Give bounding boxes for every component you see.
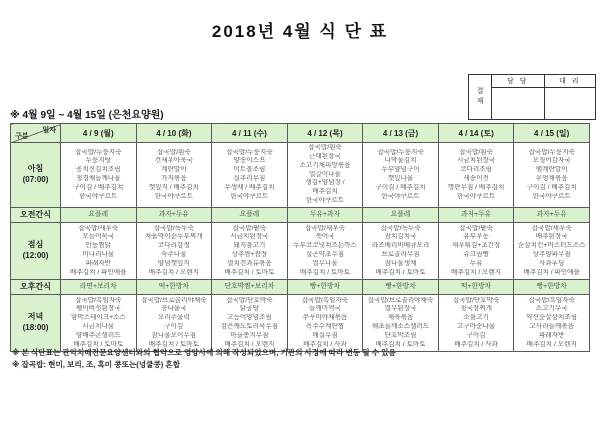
menu-item: 돼지불고기 <box>233 242 266 250</box>
menu-item: 매실무침 <box>312 331 338 339</box>
menu-item: 시금치나물 <box>82 323 115 330</box>
menu-item: 배추김치 / 오렌지 <box>451 268 502 276</box>
menu-item: 배추김치 / 오렌지 <box>148 268 199 276</box>
menu-item: 햄계란말이 <box>535 166 568 174</box>
menu-item: 시금치된장국 <box>456 157 496 165</box>
menu-item: 잡곡밥/새우죽 <box>531 224 572 232</box>
day-header: 4 / 11 (수) <box>212 124 288 143</box>
menu-item: 실추리무침 <box>233 175 266 182</box>
menu-item: 시금치된장국 <box>230 233 269 241</box>
menu-item: 파래자반 <box>538 331 565 339</box>
menu-item: 잡곡밥/누룽지죽 <box>226 148 273 156</box>
menu-item: 한국야쿠르트 <box>305 196 345 204</box>
menu-cell <box>287 143 363 208</box>
menu-item: 잡곡밥/단호박죽 <box>226 296 273 304</box>
menu-item: 약선순살삼치조림 <box>526 314 578 322</box>
menu-item: 순살치킨+머스터드소스 <box>517 242 586 250</box>
menu-item: 잡곡밥/새우죽 <box>304 224 345 232</box>
menu-item: 우엉채볶음 <box>535 175 568 182</box>
menu-item: 잡곡밥/팥죽 <box>459 224 493 232</box>
menu-item: 북어국 <box>315 233 335 241</box>
footnotes <box>12 347 396 371</box>
menu-item: 단호박조림 <box>384 331 417 339</box>
menu-item: 배추김치 / 토마토 <box>224 268 275 276</box>
menu-item: 상추양파무침 <box>532 251 571 258</box>
menu-row-pm-snack <box>11 280 590 295</box>
menu-item: 배추김치 <box>312 188 338 196</box>
menu-item: 배추된장국 <box>535 233 568 241</box>
menu-cell <box>514 295 590 352</box>
menu-cell <box>287 223 363 280</box>
menu-item: 안동찜닭 <box>85 242 112 250</box>
menu-item: 배추김치 / 오렌지 <box>224 340 275 348</box>
menu-item: 잡곡밥/새우죽 <box>78 224 119 232</box>
row-label-am-snack: 오전간식 <box>11 208 61 223</box>
menu-item: 청국장찌개 <box>460 305 493 313</box>
footnote-grain-mix: ※ 잡곡밥: 현미, 보리, 조, 흑미 콩또는(넝쿨콩) 혼합 <box>12 359 181 369</box>
menu-item: 열무된장국 <box>384 305 417 313</box>
menu-item: 잡곡밥/팥죽 <box>232 224 267 232</box>
menu-item: 멸치견과류볶음 <box>227 259 272 267</box>
menu-cell <box>363 143 439 208</box>
menu-item: 마늘쫑지무침 <box>230 331 269 339</box>
menu-row-am-snack <box>11 208 590 223</box>
approval-signature-cell-manager <box>492 88 544 119</box>
day-header: 4 / 13 (금) <box>363 124 439 143</box>
menu-item: 쭈꾸미야채볶음 <box>302 314 348 322</box>
menu-item: 배추김치 / 파인애플 <box>523 268 580 276</box>
menu-item: 잡곡밥/누룽지죽 <box>528 148 575 156</box>
menu-item: 한국야쿠르트 <box>154 192 193 200</box>
row-label-breakfast: 아침 (07:00) <box>11 143 61 208</box>
snack-cell: 빵+한방차 <box>514 280 590 295</box>
menu-item: 건새우아욱국 <box>154 157 193 165</box>
menu-item: 소불고기 <box>463 314 489 322</box>
footnote-agreement: ※ 본 식단표는 관악치매전문요양센터와의 협약으로 영양사에 의해 작성되었으며, 기관의 사정에 따라 변동 될 수 있음 <box>12 348 396 357</box>
menu-item: 검은깨도토리묵무침 <box>220 323 279 330</box>
page-title: 2018년 4월 식 단 표 <box>211 22 389 41</box>
menu-table-body <box>11 143 590 352</box>
menu-item: 잡곡밥/누룽지죽 <box>75 148 122 156</box>
menu-item: 꽁치신김치조림 <box>75 166 121 174</box>
menu-item: 참나물생채 <box>384 259 417 267</box>
menu-item: 청경채들깨나물 <box>75 175 121 182</box>
snack-cell: 요플레 <box>61 208 137 223</box>
menu-item: 팽이버섯된장국 <box>75 305 121 313</box>
menu-item: 한국야쿠르트 <box>381 192 420 200</box>
snack-cell: 떡+한방차 <box>438 280 514 295</box>
menu-item: 잡곡밥/흑임자죽 <box>75 296 122 304</box>
menu-item: 참나물오이무침 <box>151 331 197 339</box>
menu-row-lunch <box>11 223 590 280</box>
snack-cell: 단호박찜+보리차 <box>212 280 288 295</box>
snack-cell: 떡+한방차 <box>136 280 212 295</box>
menu-cell <box>212 223 288 280</box>
menu-item: 차돌박이순두부찌개 <box>145 233 203 241</box>
menu-item: 유부우동 <box>463 233 489 241</box>
menu-item: 브로콜리무침 <box>381 251 420 258</box>
menu-item: 코다리강정 <box>157 242 190 250</box>
menu-item: 깻잎지 / 배추김치 <box>148 183 199 191</box>
menu-item: 잡곡밥/누룽지죽 <box>377 148 424 156</box>
menu-cell <box>61 223 137 280</box>
menu-item: 미트볼조림 <box>233 166 266 174</box>
menu-item: 두부코코넛치즈돈까스 <box>293 242 357 250</box>
menu-item: 생김+양념장 / <box>305 179 345 187</box>
menu-item: 나박물김치 <box>384 157 417 165</box>
menu-item: 잡곡밥/녹두죽 <box>153 224 194 232</box>
menu-item: 구이김 / 배추김치 <box>526 183 577 191</box>
menu-item: 한국야쿠르트 <box>456 192 496 200</box>
row-label-lunch: 점심 (12:00) <box>11 223 61 280</box>
menu-item: 숙주나물 <box>161 251 187 258</box>
menu-item: 잡곡밥/흑임자죽 <box>301 296 349 304</box>
approval-label: 결재 <box>476 87 484 105</box>
menu-item: 배추김치 / 토마토 <box>375 268 426 276</box>
menu-item: 잡곡밥/단호박죽 <box>452 296 500 304</box>
menu-item: 잡곡밥/브로콜리야채죽 <box>141 296 207 304</box>
snack-cell: 요플레 <box>212 208 288 223</box>
menu-cell <box>136 143 212 208</box>
menu-item: 잡곡밥/브로콜리야채죽 <box>367 296 434 304</box>
menu-item: 미나리나물 <box>82 251 115 258</box>
menu-item: 잡곡밥/흰죽 <box>157 148 191 156</box>
snack-cell: 라면+보리차 <box>61 280 137 295</box>
menu-item: 모듬어묵국 <box>82 233 115 241</box>
approval-box <box>468 74 596 120</box>
menu-item: 참치김치국 <box>384 233 417 241</box>
menu-item: 코다리조림 <box>460 166 493 174</box>
menu-item: 잡곡밥/흰죽 <box>308 144 342 152</box>
menu-item: 열무나물 <box>312 259 338 267</box>
menu-item: 들깨미역국 <box>309 305 341 313</box>
menu-row-dinner <box>11 295 590 352</box>
menu-item: 파래자반 <box>85 259 112 267</box>
menu-item: 두유 <box>469 259 483 267</box>
menu-item: 새우튀김+초간장 <box>451 242 501 250</box>
menu-item: 오리주물럭 <box>157 314 190 322</box>
menu-item: 라즈베리바베큐오리 <box>371 242 430 250</box>
menu-item: 실곤약초무침 <box>305 251 345 258</box>
menu-item: 양념깻잎지 <box>157 259 190 267</box>
menu-item: 고구마순나물 <box>456 323 496 330</box>
menu-item: 가지볶음 <box>161 175 187 182</box>
approval-label-cell <box>469 75 492 119</box>
snack-cell: 과자+두유 <box>514 208 590 223</box>
menu-item: 구이김 <box>466 331 486 339</box>
snack-cell: 과자+두유 <box>438 208 514 223</box>
menu-item: 명란무침 / 배추김치 <box>447 183 505 191</box>
menu-cell <box>136 223 212 280</box>
approval-col-deputy: 대 리 <box>544 75 596 88</box>
snack-cell: 과자+두유 <box>136 208 212 223</box>
menu-item: 한국야쿠르트 <box>230 192 269 200</box>
menu-cell <box>363 295 439 352</box>
day-header: 4 / 9 (월) <box>61 124 137 143</box>
menu-row-breakfast <box>11 143 590 208</box>
menu-item: 구이김 / 배추김치 <box>73 183 124 191</box>
menu-item: 새송이전 <box>463 175 489 182</box>
menu-cell <box>438 223 514 280</box>
menu-item: 계란말이 <box>161 166 187 174</box>
menu-item: 양송이스프 <box>233 157 266 165</box>
menu-item: 제육볶음 <box>387 314 414 322</box>
menu-item: 두부양념구이 <box>381 166 420 174</box>
menu-cell <box>212 143 288 208</box>
menu-item: 깻잎나물 <box>387 175 414 182</box>
menu-item: 양배추콘샐러드 <box>75 331 121 339</box>
menu-item: 사과푸딩 <box>538 259 565 267</box>
menu-cell <box>514 223 590 280</box>
approval-col-manager: 담 당 <box>492 75 544 88</box>
menu-item: 배추김치 / 토마토 <box>375 340 426 348</box>
menu-item: 고사리들깨볶음 <box>529 323 574 330</box>
menu-item: 배추김치 / 사과 <box>454 340 498 348</box>
menu-item: 배추김치 / 토마토 <box>299 268 351 276</box>
snack-cell: 요플레 <box>363 208 439 223</box>
approval-grid <box>492 75 595 119</box>
snack-cell: 두유+과자 <box>287 208 363 223</box>
menu-item: 고등어양념조림 <box>227 314 272 322</box>
corner-cell <box>11 124 61 143</box>
menu-item: 배추김치 / 파인애플 <box>70 268 127 276</box>
menu-item: 슈크림빵 <box>463 251 489 258</box>
menu-item: 옥수수계란찜 <box>305 323 345 330</box>
menu-item: 근대된장국 <box>309 153 341 161</box>
menu-item: 무생채 / 배추김치 <box>224 183 275 191</box>
menu-item: 소고기무국 <box>535 305 568 313</box>
menu-item: 배추김치 / 토마토 <box>73 340 124 348</box>
menu-item: 구이김 / 배추김치 <box>375 183 426 191</box>
menu-item: 누룽지탕 <box>85 157 112 165</box>
week-range-subtitle: ※ 4월 9일 ~ 4월 15일 (은천요양원) <box>10 110 164 121</box>
menu-table <box>10 123 590 352</box>
menu-item: 한국야쿠르트 <box>79 192 118 200</box>
menu-item: 배추김치 / 오렌지 <box>526 340 577 348</box>
menu-item: 구이김 <box>164 323 184 330</box>
menu-cell <box>136 295 212 352</box>
menu-cell <box>514 143 590 208</box>
menu-item: 함박스테이크+소스 <box>70 314 126 322</box>
menu-cell <box>438 143 514 208</box>
menu-item: 닭곰탕 <box>239 305 259 313</box>
snack-cell: 빵+한방차 <box>363 280 439 295</box>
snack-cell: 빵+한방차 <box>287 280 363 295</box>
corner-label-date: 일자 <box>42 127 56 134</box>
day-header: 4 / 14 (토) <box>438 124 514 143</box>
day-header: 4 / 15 (일) <box>514 124 590 143</box>
row-label-dinner: 저녁 (18:00) <box>11 295 61 352</box>
menu-item: 콩나물국 <box>161 305 187 313</box>
menu-cell <box>287 295 363 352</box>
approval-signature-cell-deputy <box>544 88 596 119</box>
menu-item: 잡곡밥/흑임자죽 <box>528 296 575 304</box>
menu-cell <box>363 223 439 280</box>
menu-item: 오징어감자국 <box>532 157 571 165</box>
menu-item: 잡곡밥/녹두죽 <box>380 224 421 232</box>
menu-item: 상추쌈+쌈장 <box>231 251 268 258</box>
day-header: 4 / 12 (목) <box>287 124 363 143</box>
menu-item: 잡곡밥/흰죽 <box>459 148 493 156</box>
menu-item: 배추김치 / 토마토 <box>148 340 199 348</box>
menu-item: 소고기채피망볶음 <box>299 161 351 169</box>
menu-item: 얼갈이나물 <box>309 170 341 178</box>
menu-cell <box>212 295 288 352</box>
menu-cell <box>61 143 137 208</box>
menu-cell <box>61 295 137 352</box>
menu-item: 해초들깨소스샐러드 <box>371 323 430 330</box>
corner-label-category: 구분 <box>15 133 29 140</box>
row-label-pm-snack: 오후간식 <box>11 280 61 295</box>
table-header-row <box>11 124 590 143</box>
menu-cell <box>438 295 514 352</box>
menu-item: 배추김치 / 사과 <box>303 340 347 348</box>
menu-item: 한국야쿠르트 <box>532 192 571 200</box>
day-header: 4 / 10 (화) <box>136 124 212 143</box>
